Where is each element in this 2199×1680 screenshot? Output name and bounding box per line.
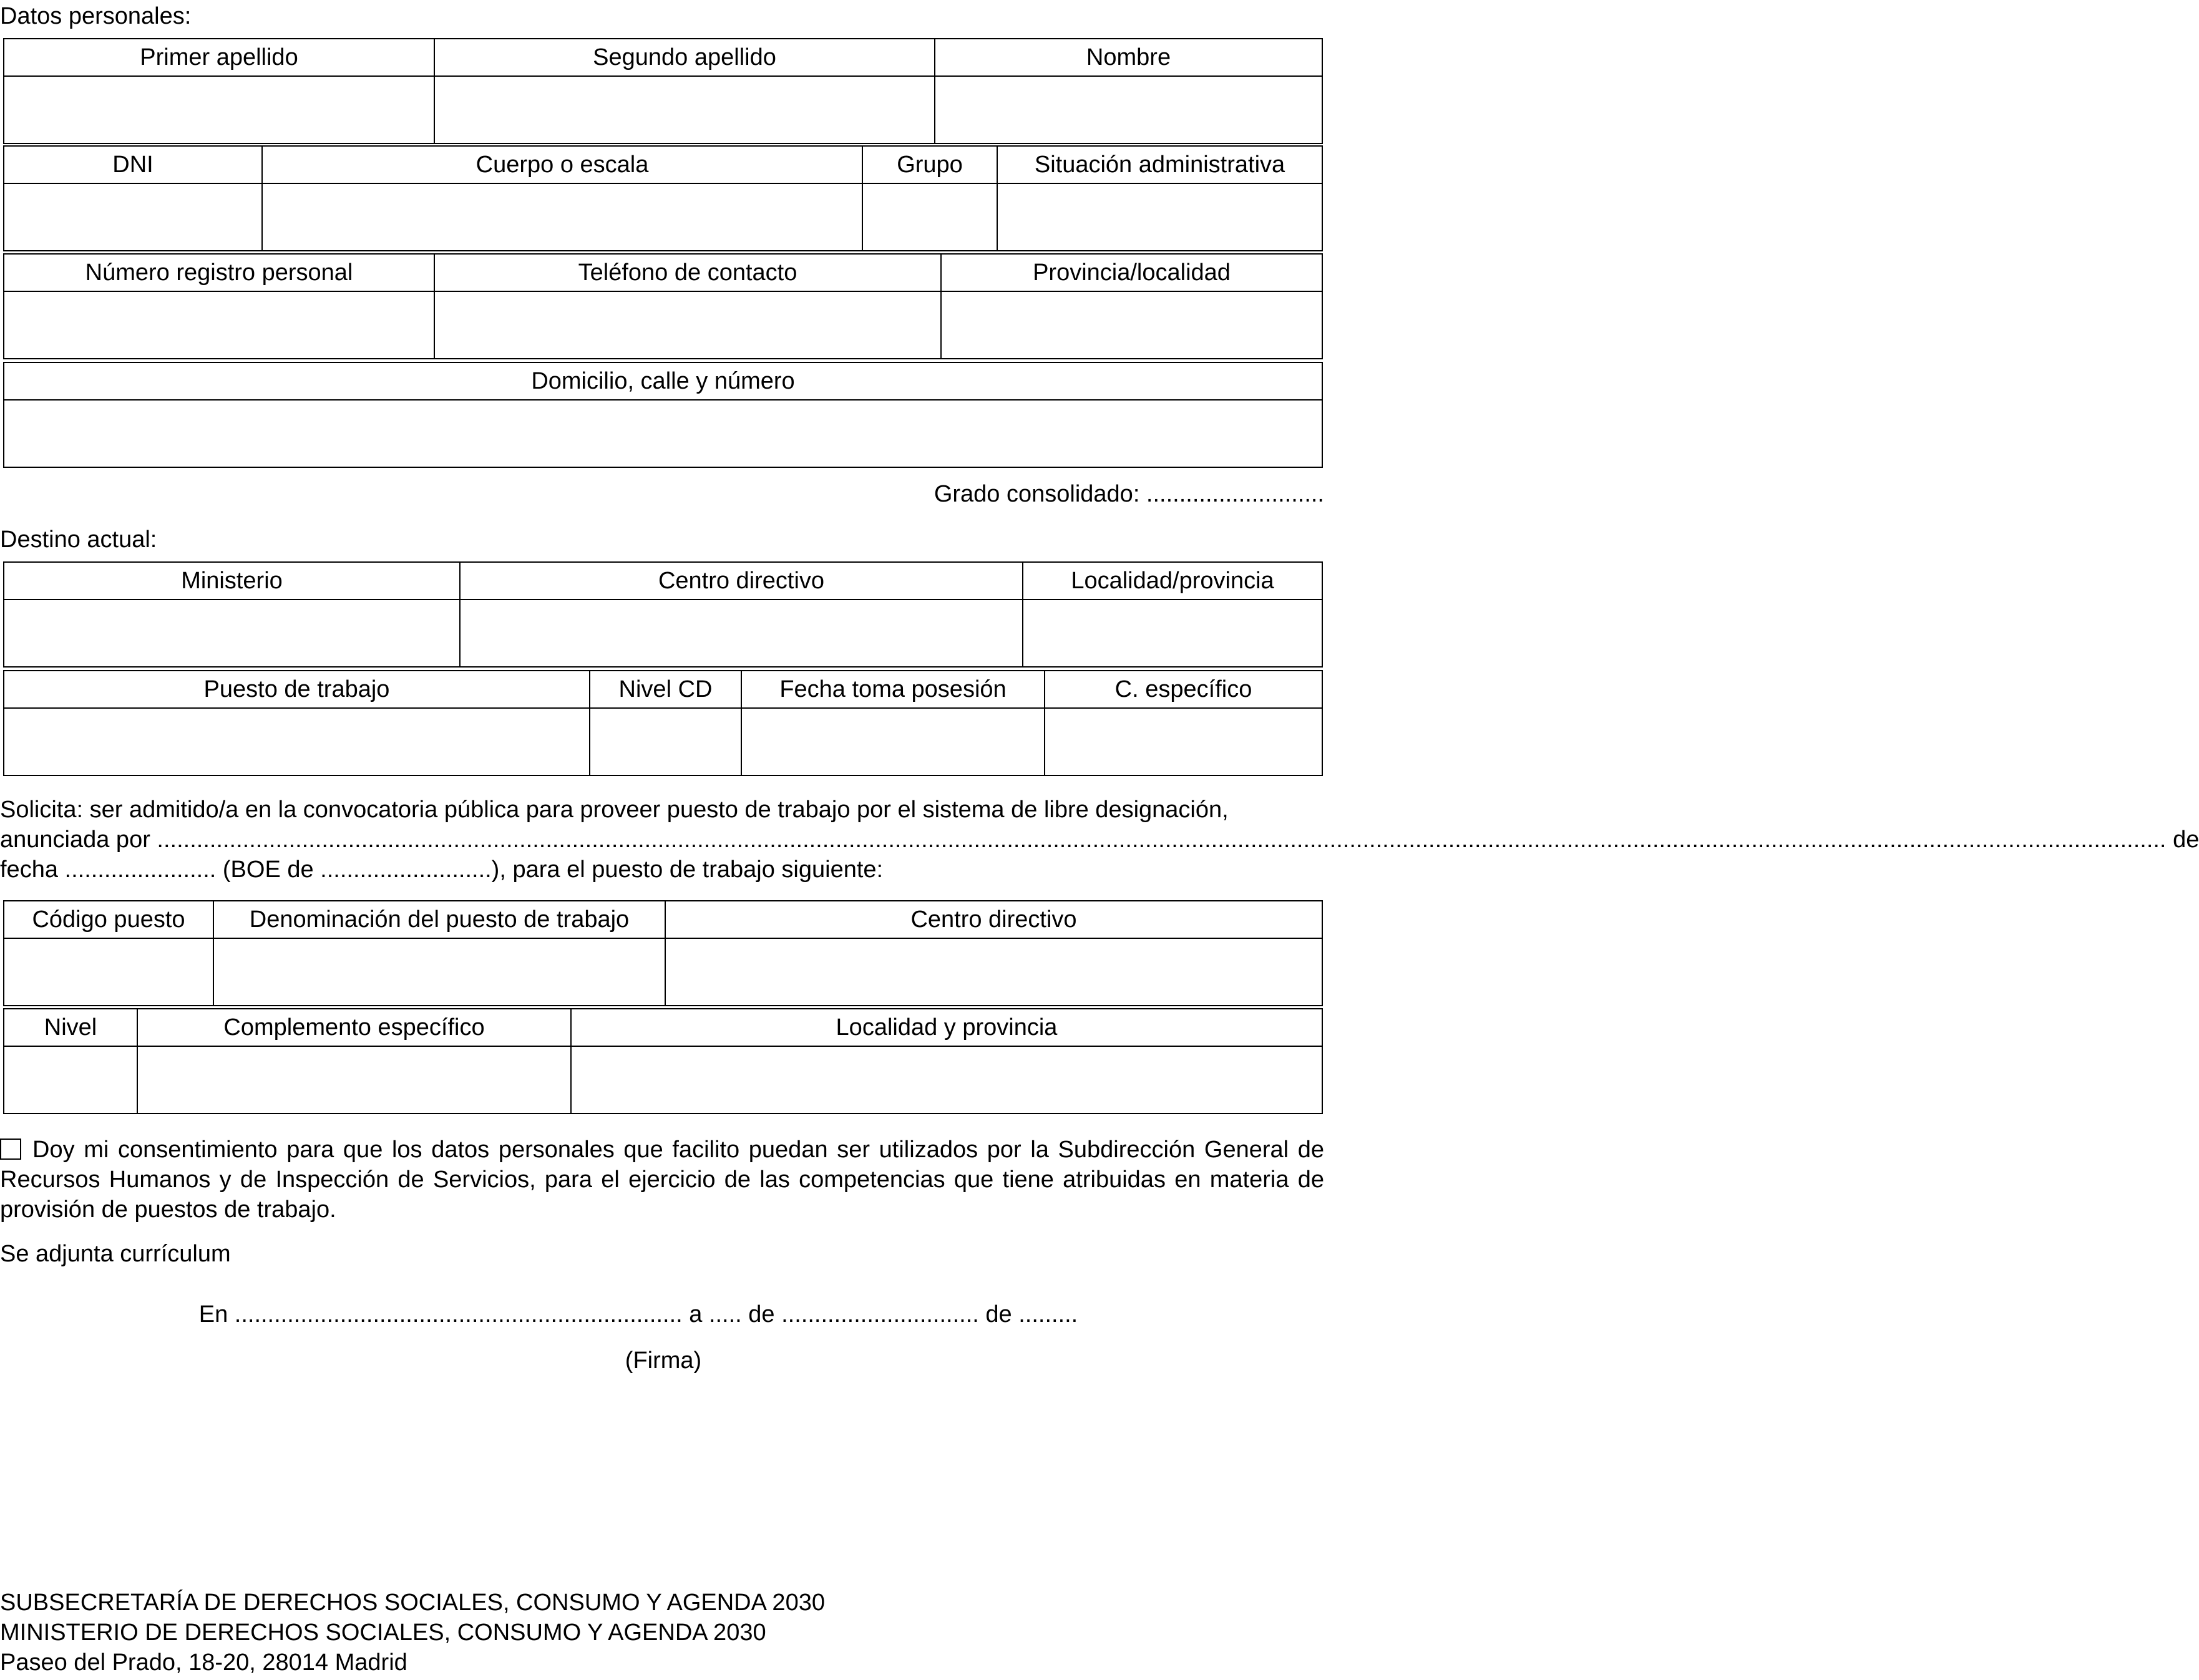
- puesto-trabajo-field[interactable]: [4, 708, 590, 775]
- centro-directivo-puesto-field[interactable]: [665, 938, 1322, 1006]
- solicita-line-2: [0, 825, 2199, 855]
- telefono-field[interactable]: [434, 291, 941, 359]
- personal-heading: Datos personales:: [0, 3, 192, 29]
- solicita-line-3: fecha ....................... (BOE de ..........................), para el puesto de trabajo siguiente:: [0, 857, 884, 883]
- label-c-especifico: C. específico: [1045, 671, 1322, 708]
- personal-data-table-2: [3, 145, 1323, 251]
- destino-table: [3, 561, 1323, 668]
- puesto-table-2: [3, 1008, 1323, 1114]
- c-especifico-field[interactable]: [1045, 708, 1322, 775]
- codigo-puesto-field[interactable]: [4, 938, 213, 1006]
- label-cuerpo-escala: Cuerpo o escala: [262, 146, 862, 183]
- grupo-field[interactable]: [862, 183, 997, 251]
- primer-apellido-field[interactable]: [4, 76, 434, 143]
- anunciada-por-label: anunciada por: [0, 827, 150, 853]
- curriculum-note: Se adjunta currículum: [0, 1241, 231, 1267]
- consent-checkbox[interactable]: [0, 1139, 21, 1160]
- segundo-apellido-field[interactable]: [434, 76, 935, 143]
- de-word: de: [2173, 827, 2199, 853]
- localidad-y-provincia-field[interactable]: [571, 1046, 1322, 1114]
- label-ministerio: Ministerio: [4, 562, 460, 600]
- label-dni: DNI: [4, 146, 262, 183]
- dni-field[interactable]: [4, 183, 262, 251]
- anunciada-por-dots[interactable]: .................................................................................................................................................................................................................................................................................................................: [150, 827, 2167, 853]
- label-centro-directivo: Centro directivo: [460, 562, 1023, 600]
- label-fecha-toma-posesion: Fecha toma posesión: [741, 671, 1045, 708]
- centro-directivo-field[interactable]: [460, 600, 1023, 667]
- label-primer-apellido: Primer apellido: [4, 39, 434, 76]
- complemento-especifico-field[interactable]: [137, 1046, 571, 1114]
- personal-data-table: [3, 38, 1323, 144]
- grado-consolidado: Grado consolidado: ...........................: [934, 481, 1324, 507]
- label-centro-directivo-puesto: Centro directivo: [665, 901, 1322, 938]
- puesto-table: [3, 900, 1323, 1006]
- numero-registro-field[interactable]: [4, 291, 434, 359]
- cuerpo-escala-field[interactable]: [262, 183, 862, 251]
- domicilio-field[interactable]: [4, 400, 1322, 467]
- label-complemento-especifico: Complemento específico: [137, 1009, 571, 1046]
- ministerio-field[interactable]: [4, 600, 460, 667]
- label-codigo-puesto: Código puesto: [4, 901, 213, 938]
- fecha-toma-posesion-field[interactable]: [741, 708, 1045, 775]
- consent-paragraph: [0, 1135, 1324, 1225]
- footer-line-1: SUBSECRETARÍA DE DERECHOS SOCIALES, CONSUMO Y AGENDA 2030: [0, 1590, 825, 1616]
- label-nivel-cd: Nivel CD: [590, 671, 741, 708]
- denominacion-puesto-field[interactable]: [213, 938, 665, 1006]
- provincia-localidad-field[interactable]: [941, 291, 1322, 359]
- nivel-field[interactable]: [4, 1046, 137, 1114]
- localidad-provincia-field[interactable]: [1023, 600, 1322, 667]
- label-numero-registro: Número registro personal: [4, 254, 434, 291]
- place-date-line[interactable]: En .................................................................... a ..... de .............................. de .........: [198, 1301, 1078, 1328]
- personal-data-table-3: [3, 253, 1323, 359]
- consent-text: Doy mi consentimiento para que los datos personales que facilito puedan ser utilizados por la Subdirección General de Recursos Humanos y de Inspección de Servicios, para el ejercicio de las competencias que tiene atribuidas en materia de provisión de puestos de trabajo.: [0, 1137, 1324, 1223]
- label-provincia-localidad: Provincia/localidad: [941, 254, 1322, 291]
- situacion-administrativa-field[interactable]: [997, 183, 1322, 251]
- nombre-field[interactable]: [935, 76, 1322, 143]
- label-nombre: Nombre: [935, 39, 1322, 76]
- footer-line-2: MINISTERIO DE DERECHOS SOCIALES, CONSUMO Y AGENDA 2030: [0, 1619, 766, 1646]
- label-puesto-trabajo: Puesto de trabajo: [4, 671, 590, 708]
- label-localidad-y-provincia: Localidad y provincia: [571, 1009, 1322, 1046]
- label-domicilio: Domicilio, calle y número: [4, 362, 1322, 400]
- solicita-line-1: Solicita: ser admitido/a en la convocatoria pública para proveer puesto de trabajo por el sistema de libre designación,: [0, 797, 1229, 823]
- footer-line-3: Paseo del Prado, 18-20, 28014 Madrid: [0, 1649, 407, 1676]
- destino-table-2: [3, 670, 1323, 776]
- destino-heading: Destino actual:: [0, 527, 157, 553]
- label-grupo: Grupo: [862, 146, 997, 183]
- de-label: [2167, 825, 2173, 855]
- label-denominacion-puesto: Denominación del puesto de trabajo: [213, 901, 665, 938]
- label-localidad-provincia: Localidad/provincia: [1023, 562, 1322, 600]
- label-segundo-apellido: Segundo apellido: [434, 39, 935, 76]
- label-situacion-administrativa: Situación administrativa: [997, 146, 1322, 183]
- personal-data-table-4: [3, 362, 1323, 468]
- nivel-cd-field[interactable]: [590, 708, 741, 775]
- label-nivel: Nivel: [4, 1009, 137, 1046]
- label-telefono: Teléfono de contacto: [434, 254, 941, 291]
- firma-label: (Firma): [625, 1347, 702, 1374]
- solicita-paragraph: [0, 795, 2199, 885]
